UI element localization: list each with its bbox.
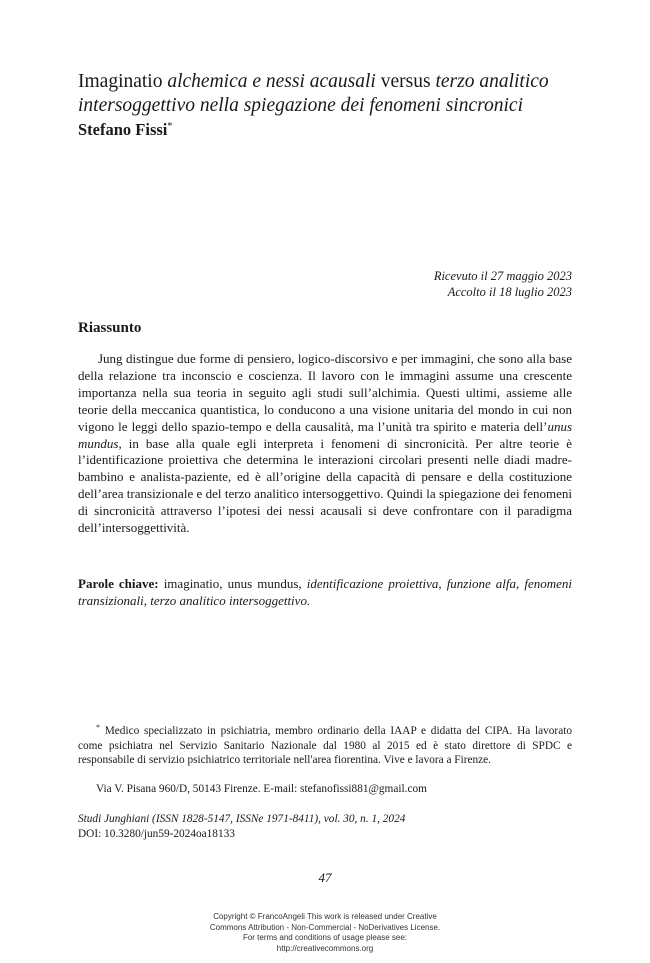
license-line-3: For terms and conditions of usage please see: <box>242 933 408 942</box>
title-part-2: alchemica e nessi acausali <box>167 71 376 92</box>
doi: DOI: 10.3280/jun59-2024oa18133 <box>78 828 235 840</box>
abstract-text-b: , in base alla quale egli interpreta i fenomeni di sincronicità. Per altre teorie è l’identificazione proiettiva che determina le interazioni circolari presenti nelle diadi madre-bambino e analista-paziente, ed è all’origine della capacità di pensare e della costituzione dell’area transizionale e del terzo analitico intersoggettivo. Quindi la spiegazione dei fenomeni di sincronicità attraverso l’ipotesi dei nessi acausali si deve confrontare con il paradigma dell’intersoggettività. <box>78 435 572 536</box>
accepted-date: Accolto il 18 luglio 2023 <box>447 285 572 299</box>
abstract-text <box>78 351 572 537</box>
abstract-text-a: Jung distingue due forme di pensiero, logico-discorsivo e per immagini, che sono alla base della relazione tra inconscio e coscienza. Il lavoro con le immagini assume una crescente importanza nella sua teoria in seguito agli studi sull’alchimia. Questi ultimi, assieme alle teorie della meccanica quantistica, lo conducono a una visione unitaria del mondo in cui non vigono le leggi dello spazio-tempo e della causalità, ma l’unità tra spirito e materia dell’ <box>78 351 572 434</box>
abstract-heading: Riassunto <box>78 320 142 336</box>
journal-citation: Studi Junghiani (ISSN 1828-5147, ISSNe 1971-8411), vol. 30, n. 1, 2024 <box>78 813 406 825</box>
footnote-text: Medico specializzato in psichiatria, membro ordinario della IAAP e didatta del CIPA. Ha lavorato come psichiatra nel Servizio Sanitario Nazionale dal 1980 al 2015 ed è stato direttore di SPDC e responsabile di servizio psichiatrico territoriale nell'area fiorentina. Vive e lavora a Firenze. <box>78 725 572 767</box>
license-line-2: Commons Attribution - Non-Commercial - NoDerivatives License. <box>209 922 441 932</box>
title-part-3: versus <box>375 71 436 92</box>
journal-info <box>78 812 405 842</box>
author-name <box>78 120 172 140</box>
keywords-plain: imaginatio, unus mundus, <box>158 576 307 591</box>
keywords <box>78 575 572 609</box>
author-address: Via V. Pisana 960/D, 50143 Firenze. E-mail: stefanofissi881@gmail.com <box>96 783 427 795</box>
article-title <box>78 70 598 118</box>
author-footnote <box>78 721 572 768</box>
author-name-text: Stefano Fissi <box>78 120 168 139</box>
received-date: Ricevuto il 27 maggio 2023 <box>433 269 572 283</box>
page-number: 47 <box>318 870 332 885</box>
author-footnote-mark: * <box>167 121 173 132</box>
keywords-italic: identificazione proiettiva, funzione alfa, fenomeni transizionali, terzo analitico intersoggettivo. <box>78 576 572 608</box>
license-link[interactable]: http://creativecommons.org <box>276 943 374 953</box>
footnote-mark: * <box>96 723 100 732</box>
license-line-1: Copyright © FrancoAngeli This work is released under Creative <box>213 912 437 921</box>
title-part-1: Imaginatio <box>78 71 168 92</box>
abstract-text-emphasis: unus mundus <box>78 418 572 451</box>
license-notice <box>0 912 650 954</box>
title-part-4: terzo analitico intersoggettivo nella spiegazione dei fenomeni sincronici <box>78 71 549 116</box>
keywords-label: Parole chiave: <box>78 576 159 591</box>
submission-dates <box>434 268 572 300</box>
